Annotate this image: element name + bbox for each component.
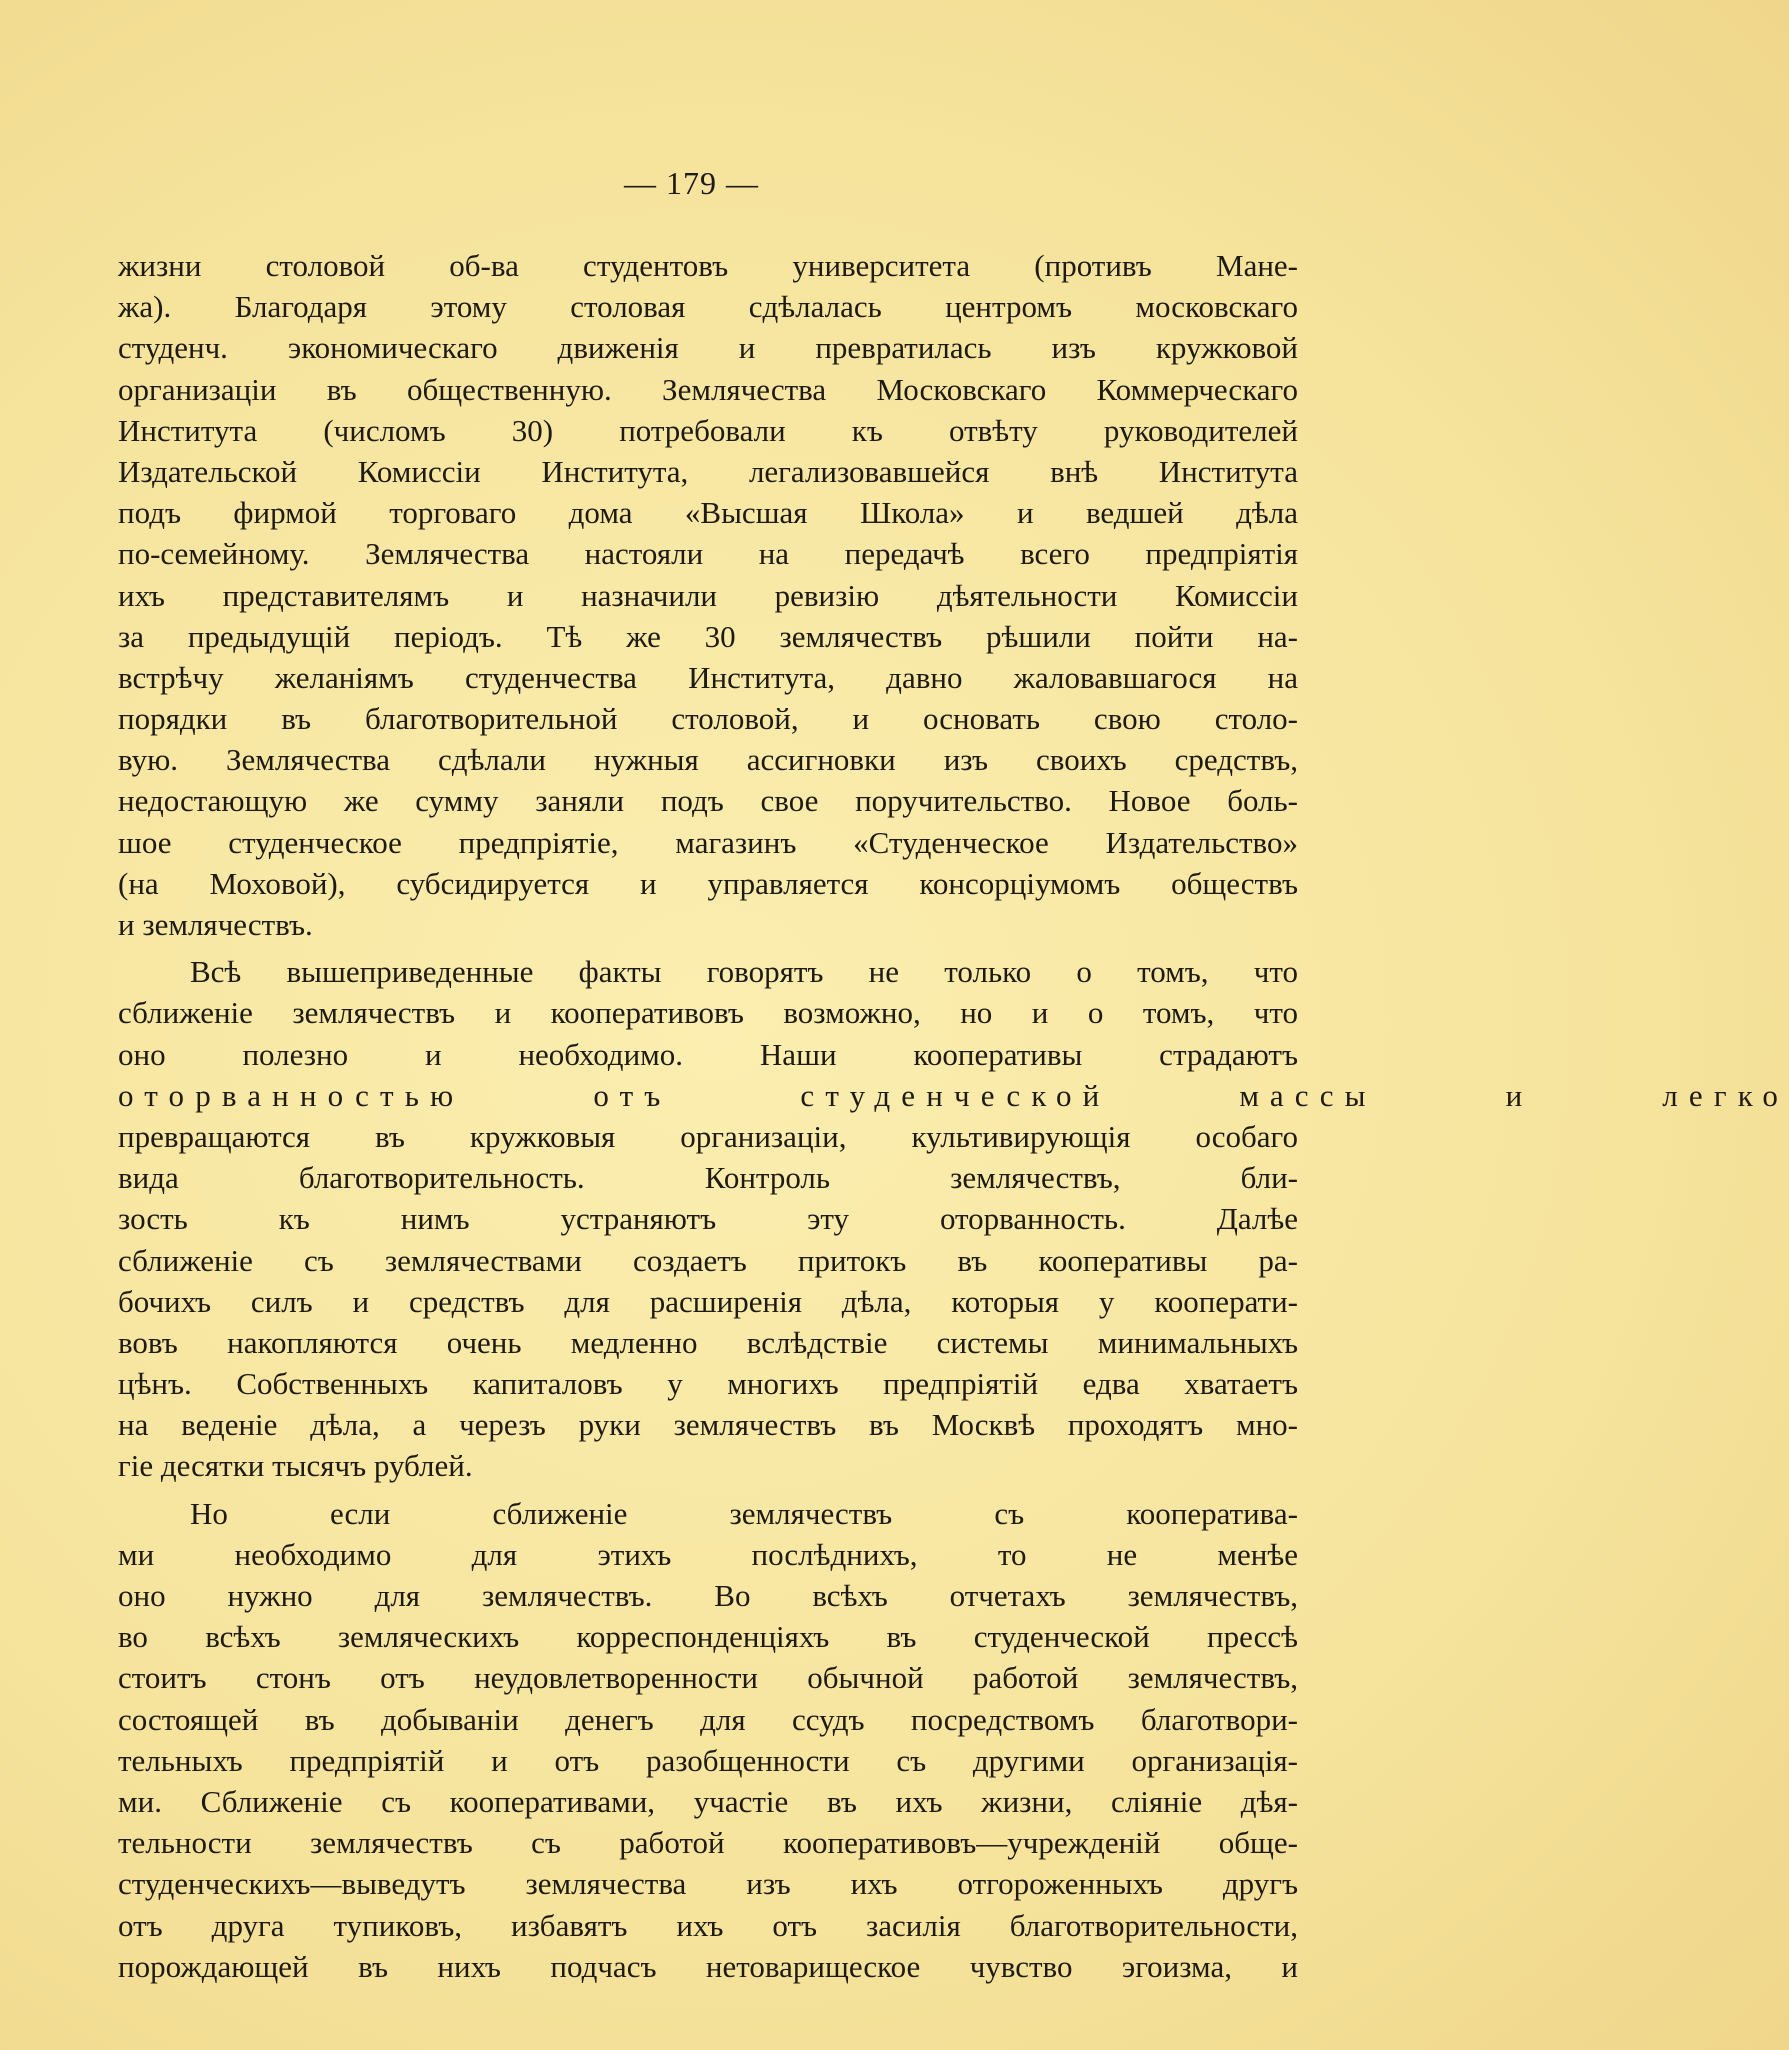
text-line: вую. Землячества сдѣлали нужныя ассигновки изъ своихъ средствъ, <box>118 742 1298 778</box>
text-line: состоящей въ добываніи денегъ для ссудъ посредствомъ благотвори- <box>118 1701 1298 1737</box>
text-line: бочихъ силъ и средствъ для расширенія дѣла, которыя у кооперати- <box>118 1283 1298 1319</box>
text-line: Но если сближеніе землячествъ съ кооператива- <box>190 1495 1298 1531</box>
paragraph <box>118 245 1298 945</box>
paragraph <box>118 1493 1298 1987</box>
text-line: подъ фирмой торговаго дома «Высшая Школа» и ведшей дѣла <box>118 495 1298 531</box>
text-line: сближеніе съ землячествами создаетъ притокъ въ кооперативы ра- <box>118 1242 1298 1278</box>
text-line: (на Моховой), субсидируется и управляется консорціумомъ обществъ <box>118 865 1298 901</box>
text-line: встрѣчу желаніямъ студенчества Института, давно жаловавшагося на <box>118 659 1298 695</box>
text-line: тельныхъ предпріятій и отъ разобщенности съ другими организація- <box>118 1742 1298 1778</box>
text-line: по-семейному. Землячества настояли на передачѣ всего предпріятія <box>118 536 1298 572</box>
text-line: во всѣхъ земляческихъ корреспонденціяхъ въ студенческой прессѣ <box>118 1619 1298 1655</box>
text-line: студенч. экономическаго движенія и превратилась изъ кружковой <box>118 330 1298 366</box>
text-line: шое студенческое предпріятіе, магазинъ «Студенческое Издательство» <box>118 824 1298 860</box>
text-line: за предыдущій періодъ. Тѣ же 30 землячествъ рѣшили пойти на- <box>118 618 1298 654</box>
paragraph <box>118 951 1789 1486</box>
body-text <box>118 245 1789 1987</box>
page-number: — 179 — <box>624 165 759 201</box>
text-line: жизни столовой об-ва студентовъ университета (противъ Мане- <box>118 248 1298 283</box>
text-line: ми необходимо для этихъ послѣднихъ, то не менѣе <box>118 1536 1298 1572</box>
text-line: оно полезно и необходимо. Наши кооперативы страдаютъ <box>118 1036 1298 1072</box>
text-line: организаціи въ общественную. Землячества Московскаго Коммерческаго <box>118 371 1298 407</box>
text-line: Института (числомъ 30) потребовали къ отвѣту руководителей <box>118 412 1298 448</box>
text-line: порядки въ благотворительной столовой, и основать свою столо- <box>118 701 1298 737</box>
text-line: ихъ представителямъ и назначили ревизію дѣятельности Комиссіи <box>118 577 1298 613</box>
text-line: стоитъ стонъ отъ неудовлетворенности обычной работой землячествъ, <box>118 1660 1298 1696</box>
text-line: вида благотворительность. Контроль землячествъ, бли- <box>118 1160 1298 1196</box>
text-line: сближеніе землячествъ и кооперативовъ возможно, но и о томъ, что <box>118 995 1298 1031</box>
text-line: на веденіе дѣла, а черезъ руки землячествъ въ Москвѣ проходятъ мно- <box>118 1407 1298 1443</box>
text-line: гіе десятки тысячъ рублей. <box>118 1448 473 1484</box>
text-line: ми. Сближеніе съ кооперативами, участіе въ ихъ жизни, сліяніе дѣя- <box>118 1783 1298 1819</box>
text-line: порождающей въ нихъ подчасъ нетоварищеское чувство эгоизма, и <box>118 1948 1298 1984</box>
text-line: оторванностью отъ студенческой массы и легко <box>118 1077 1789 1113</box>
text-line: тельности землячествъ съ работой кооперативовъ—учрежденій обще- <box>118 1825 1298 1861</box>
text-line: жа). Благодаря этому столовая сдѣлалась центромъ московскаго <box>118 289 1298 325</box>
text-line: превращаются въ кружковыя организаціи, культивирующія особаго <box>118 1118 1298 1154</box>
text-line: студенческихъ—выведутъ землячества изъ ихъ отгороженныхъ другъ <box>118 1866 1298 1902</box>
text-line: оно нужно для землячествъ. Во всѣхъ отчетахъ землячествъ, <box>118 1578 1298 1613</box>
text-line: зость къ нимъ устраняютъ эту оторванность. Далѣе <box>118 1201 1298 1237</box>
text-line: вовъ накопляются очень медленно вслѣдствіе системы минимальныхъ <box>118 1324 1298 1360</box>
text-line: отъ друга тупиковъ, избавятъ ихъ отъ засилія благотворительности, <box>118 1907 1298 1943</box>
text-line: Всѣ вышеприведенные факты говорятъ не только о томъ, что <box>190 954 1298 990</box>
text-line: недостающую же сумму заняли подъ свое поручительство. Новое боль- <box>118 783 1298 819</box>
text-line: Издательской Комиссіи Института, легализовавшейся внѣ Института <box>118 453 1298 489</box>
text-line: цѣнъ. Собственныхъ капиталовъ у многихъ предпріятій едва хватаетъ <box>118 1366 1298 1402</box>
text-line: и землячествъ. <box>118 907 313 942</box>
